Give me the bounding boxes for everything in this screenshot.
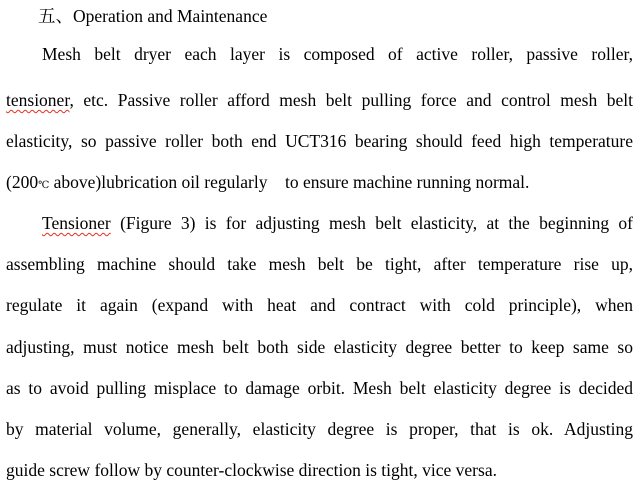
- paragraph-1-line-4: [6, 170, 633, 198]
- paragraph-2-line-4: [6, 335, 633, 359]
- paragraph-2-line-1-text: (Figure 3) is for adjusting mesh belt elasticity, at the beginning of: [110, 213, 633, 233]
- temperature-value: (200: [6, 172, 39, 192]
- paragraph-2-line-7: [6, 458, 633, 482]
- paragraph-1-line-2: [6, 88, 633, 112]
- paragraph-2-line-1: [6, 211, 633, 235]
- paragraph-1-line-1-text: Mesh belt dryer each layer is composed of active roller, passive roller,: [42, 44, 633, 64]
- paragraph-2-line-3: [6, 293, 633, 317]
- paragraph-1-line-4-text: above)lubrication oil regularly to ensure machine running normal.: [49, 172, 530, 192]
- spellcheck-word-tensioner-2: Tensioner: [42, 213, 111, 233]
- paragraph-2-line-5-text: as to avoid pulling misplace to damage orbit. Mesh belt elasticity degree is decided: [6, 378, 633, 398]
- paragraph-2-line-6: [6, 417, 633, 441]
- paragraph-2-line-2: [6, 252, 633, 276]
- temperature-unit: ℃: [38, 180, 50, 191]
- paragraph-2-line-2-text: assembling machine should take mesh belt be tight, after temperature rise up,: [6, 254, 633, 274]
- section-heading: 五、Operation and Maintenance: [38, 6, 268, 26]
- paragraph-1-line-1: [6, 42, 633, 66]
- paragraph-1-line-3: [6, 129, 633, 153]
- paragraph-1-line-3-text: elasticity, so passive roller both end UCT316 bearing should feed high temperature: [6, 131, 633, 151]
- paragraph-2-line-7-text: guide screw follow by counter-clockwise direction is tight, vice versa.: [6, 460, 497, 480]
- paragraph-2-line-6-text: by material volume, generally, elasticity degree is proper, that is ok. Adjusting: [6, 419, 633, 439]
- paragraph-1-line-2-text: , etc. Passive roller afford mesh belt pulling force and control mesh belt: [69, 90, 633, 110]
- paragraph-2-line-5: [6, 376, 633, 400]
- spellcheck-word-tensioner: tensioner: [6, 90, 70, 110]
- paragraph-2-line-4-text: adjusting, must notice mesh belt both side elasticity degree better to keep same so: [6, 337, 633, 357]
- paragraph-2-line-3-text: regulate it again (expand with heat and contract with cold principle), when: [6, 295, 633, 315]
